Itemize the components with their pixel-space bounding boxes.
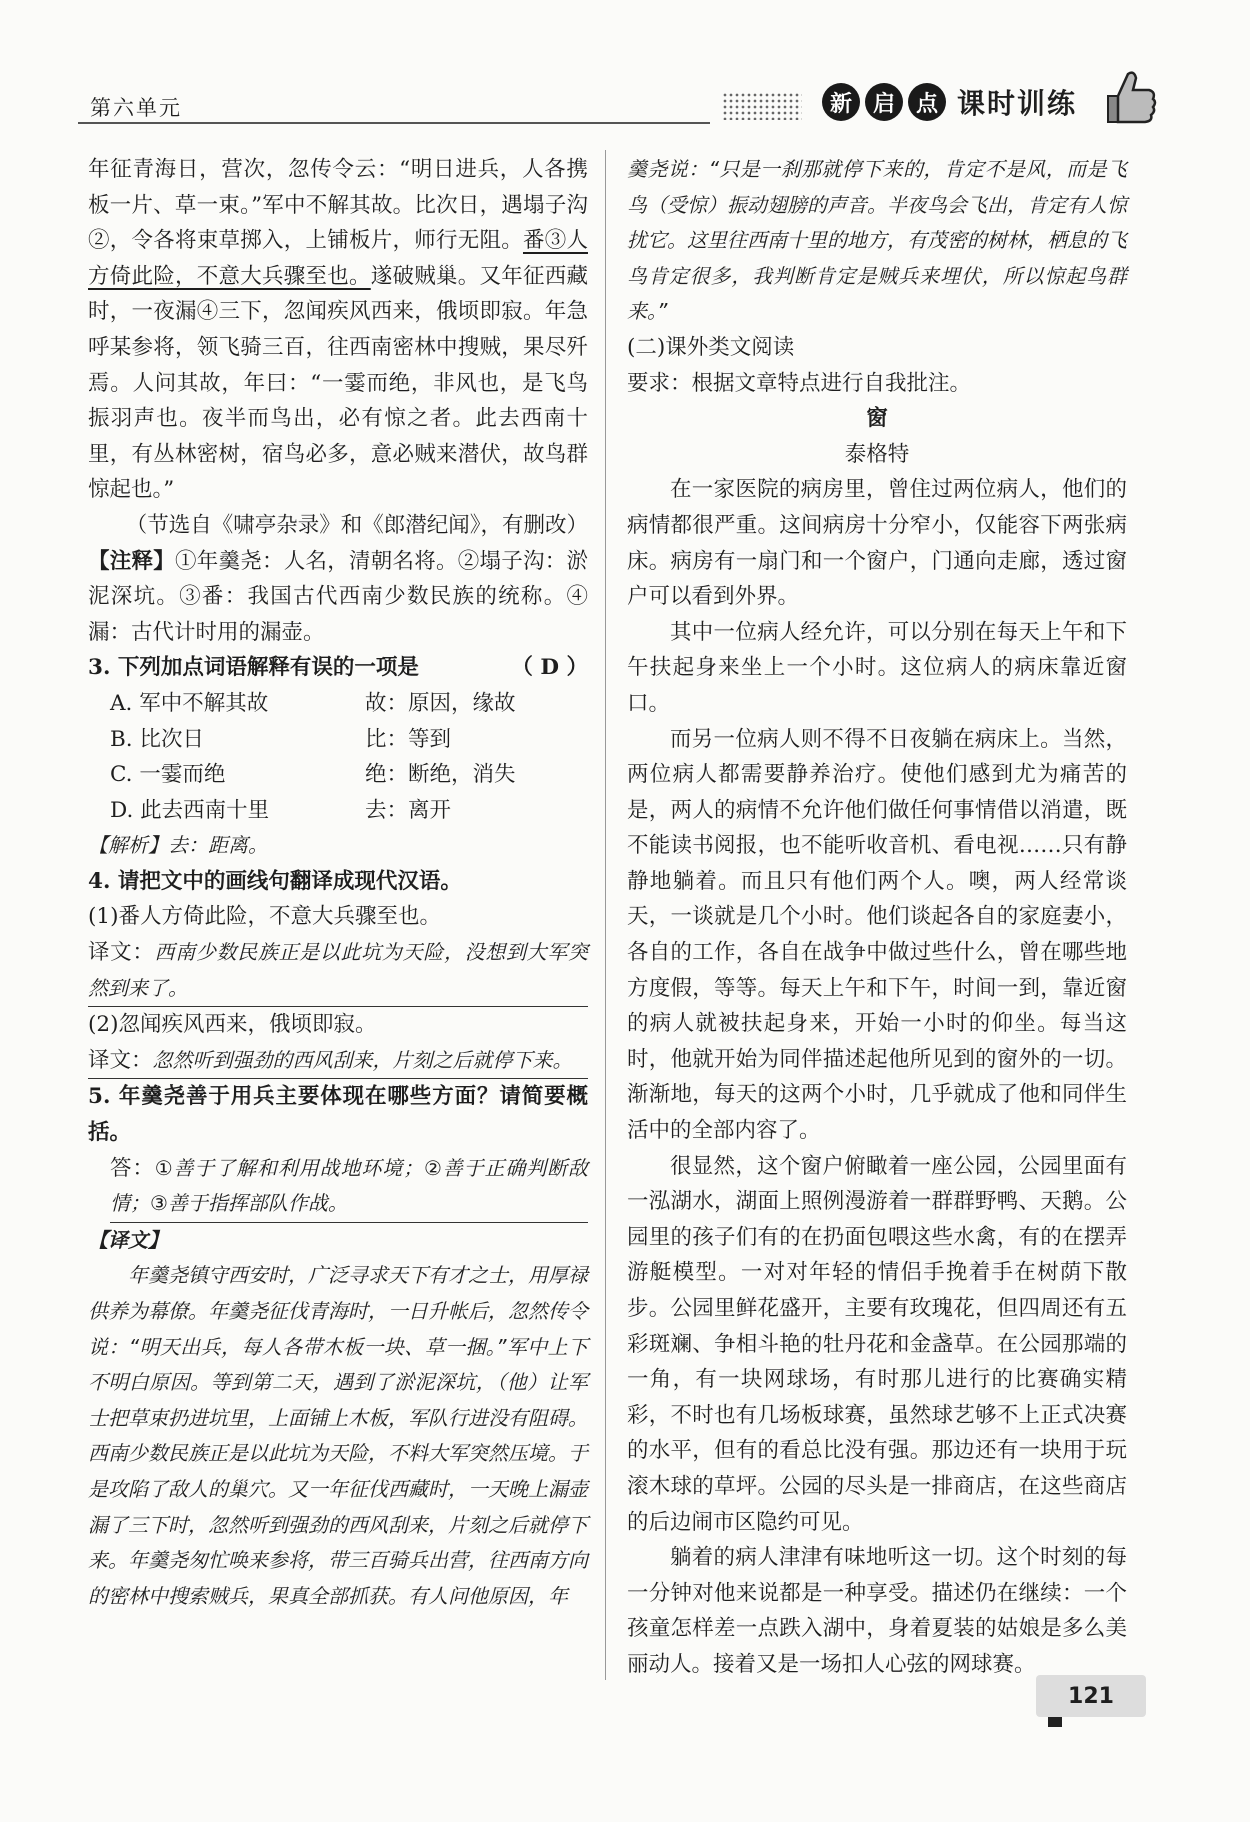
article-paragraph-3: 而另一位病人则不得不日夜躺在病床上。当然，两位病人都需要静养治疗。使他们感到尤为痛苦的是，两人的病情不允许他们做任何事情借以消遣，既不能读书阅报，也不能听收音机、看电视……只有静静地躺着。而且只有他们两个人。噢，两人经常谈天，一谈就是几个小时。他们谈起各自的家庭妻小，各自的工作，各自在战争中做过些什么，曾在哪些地方度假，等等。每天上午和下午，时间一到，靠近窗的病人就被扶起身来，开始一小时的仰坐。每当这时，他就开始为同伴描述起他所见到的窗外的一切。渐渐地，每天的这两个小时，几乎就成了他和同伴生活中的全部内容了。 <box>627 726 1127 1144</box>
question-5-stem: 5. 年羹尧善于用兵主要体现在哪些方面？请简要概括。 <box>88 1084 588 1146</box>
question-4-sentence-1: (1)番人方倚此险，不意大兵骤至也。 <box>88 904 441 930</box>
question-5-answer <box>110 1151 588 1223</box>
passage-source: （节选自《啸亭杂录》和《郎潜纪闻》，有删改） <box>125 512 588 538</box>
option-c-gloss: 绝：断绝，消失 <box>365 762 516 788</box>
question-3-analysis: 【解析】去：距离。 <box>88 833 268 858</box>
right-column <box>627 152 1127 1683</box>
notes <box>88 544 588 651</box>
passage-part-2: 遂破贼巢。又年征西藏时，一夜漏④三下，忽闻疾风西来，俄顷即寂。年急呼某参将，领飞骑三百，往西南密林中搜贼，果尽歼焉。人问其故，年曰：“一霎而绝，非风也，是飞鸟振羽声也。夜半而鸟出，必有惊之者。此去西南十里，有丛林密树，宿鸟必多，意必贼来潜伏，故鸟群惊起也。” <box>88 263 588 503</box>
translation-text: 年羹尧镇守西安时，广泛寻求天下有才之士，用厚禄供养为幕僚。年羹尧征伐青海时，一日升帐后，忽然传令说：“明天出兵，每人各带木板一块、草一捆。”军中上下不明白原因。等到第二天，遇到了淤泥深坑，（他）让军士把草束扔进坑里，上面铺上木板，军队行进没有阻碍。西南少数民族正是以此坑为天险，不料大军突然压境。于是攻陷了敌人的巢穴。又一年征伐西藏时，一天晚上漏壶漏了三下时，忽然听到强劲的西风刮来，片刻之后就停下来。年羹尧匆忙唤来参将，带三百骑兵出营，往西南方向的密林中搜索贼兵，果真全部抓获。有人问他原因，年 <box>88 1263 588 1608</box>
option-d <box>88 793 588 829</box>
option-b-gloss: 比：等到 <box>365 726 452 752</box>
thumbs-up-icon <box>1100 66 1160 130</box>
question-3 <box>88 650 588 686</box>
option-c-text: C. 一霎而绝 <box>110 762 226 788</box>
article-paragraph-2: 其中一位病人经允许，可以分别在每天上午和下午扶起身来坐上一个小时。这位病人的病床靠近窗口。 <box>627 619 1127 716</box>
option-d-gloss: 去：离开 <box>365 797 452 823</box>
question-4-stem: 4. 请把文中的画线句翻译成现代汉语。 <box>88 868 462 894</box>
brand-char-1: 新 <box>822 83 860 121</box>
option-b-text: B. 比次日 <box>110 726 204 752</box>
option-a <box>88 686 588 722</box>
question-4-translation-2 <box>88 1043 588 1080</box>
passage-underlined-sentence-1: 番③人方倚此险，不意大兵骤至也。 <box>88 228 588 289</box>
option-a-gloss: 故：原因，缘故 <box>365 690 516 716</box>
page-number: 121 <box>1036 1675 1146 1717</box>
answer-label: 答： <box>110 1155 155 1181</box>
option-c <box>88 757 588 793</box>
question-4-sentence-2: (2)忽闻疾风西来，俄顷即寂。 <box>88 1012 377 1038</box>
question-3-stem: 3. 下列加点词语解释有误的一项是 <box>88 655 419 681</box>
translation-label: 【译文】 <box>88 1227 168 1252</box>
article-paragraph-1: 在一家医院的病房里，曾住过两位病人，他们的病情都很严重。这间病房十分窄小，仅能容下两张病床。病房有一扇门和一个窗户，门通向走廊，透过窗户可以看到外界。 <box>627 477 1127 610</box>
section-heading: (二)课外类文阅读 <box>627 334 795 360</box>
option-d-text: D. 此去西南十里 <box>110 797 270 823</box>
article-paragraph-5: 躺着的病人津津有味地听这一切。这个时刻的每一分钟对他来说都是一种享受。描述仍在继续：一个孩童怎样差一点跌入湖中，身着夏装的姑娘是多么美丽动人。接着又是一场扣人心弦的网球赛。 <box>627 1545 1127 1677</box>
passage-part-1: 年征青海日，营次，忽传令云：“明日进兵，人各携板一片、草一束。”军中不解其故。比次日，遇塌子沟②，令各将束草掷入，上铺板片，师行无阻。 <box>88 157 588 254</box>
article-title: 窗 <box>866 406 888 432</box>
translation-1-label: 译文： <box>88 940 155 966</box>
left-column <box>88 152 588 1614</box>
brand-char-3: 点 <box>908 83 946 121</box>
header-dot-pattern <box>722 92 802 120</box>
requirement: 要求：根据文章特点进行自我批注。 <box>627 370 972 396</box>
brand-title: 课时训练 <box>957 87 1078 120</box>
translation-continued: 羹尧说：“只是一刹那就停下来的，肯定不是风，而是飞鸟（受惊）振动翅膀的声音。半夜鸟会飞出，肯定有人惊扰它。这里往西南十里的地方，有茂密的树林，栖息的飞鸟肯定很多，我判断肯定是贼兵来埋伏，所以惊起鸟群来。” <box>627 157 1127 324</box>
brand-char-2: 启 <box>865 83 903 121</box>
article-paragraph-4: 很显然，这个窗户俯瞰着一座公园，公园里面有一泓湖水，湖面上照例漫游着一群群野鸭、天鹅。公园里的孩子们有的在扔面包喂这些水禽，有的在摆弄游艇模型。一对对年轻的情侣手挽着手在树荫下散步。公园里鲜花盛开，主要有玫瑰花，但四周还有五彩斑斓、争相斗艳的牡丹花和金盏草。在公园那端的一角，有一块网球场，有时那儿进行的比赛确实精彩，不时也有几场板球赛，虽然球艺够不上正式决赛的水平，但有的看总比没有强。那边还有一块用于玩滚木球的草坪。公园的尽头是一排商店，在这些商店的后边闹市区隐约可见。 <box>627 1153 1127 1535</box>
translation-1-text: 西南少数民族正是以此坑为天险，没想到大军突然到来了。 <box>88 940 588 1000</box>
column-divider <box>605 150 606 1680</box>
question-3-answer: （ D ） <box>511 655 588 681</box>
translation-2-label: 译文： <box>88 1047 153 1073</box>
question-4-translation-1 <box>88 935 588 1007</box>
unit-label: 第六单元 <box>90 96 182 120</box>
article-author: 泰格特 <box>844 441 910 467</box>
translation-2-text: 忽然听到强劲的西风刮来，片刻之后就停下来。 <box>152 1047 573 1072</box>
option-b <box>88 722 588 758</box>
passage-text <box>88 152 588 508</box>
notes-label: 【注释】 <box>88 548 175 574</box>
header-rule <box>78 122 710 124</box>
notes-text: ①年羹尧：人名，清朝名将。②塌子沟：淤泥深坑。③番：我国古代西南少数民族的统称。④漏：古代计时用的漏壶。 <box>88 548 588 645</box>
answer-text: ①善于了解和利用战地环境；②善于正确判断敌情；③善于指挥部队作战。 <box>110 1155 588 1216</box>
option-a-text: A. 军中不解其故 <box>110 690 269 716</box>
brand-logo <box>822 82 1077 122</box>
